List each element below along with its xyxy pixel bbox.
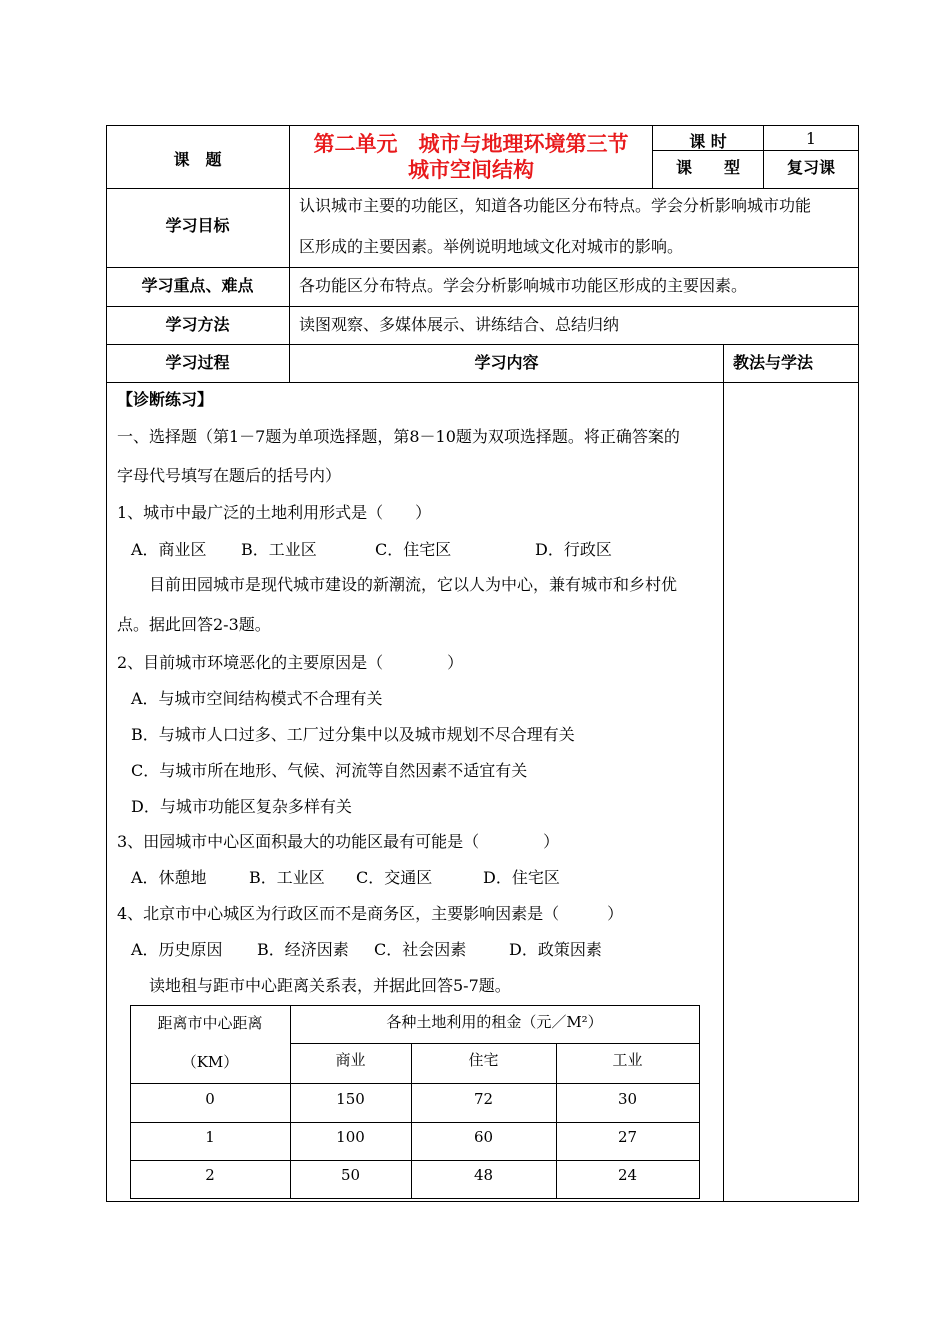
objectives-label: 学习目标 <box>165 216 230 235</box>
q3-option-c: C．交通区 <box>356 868 433 887</box>
q2-option-d: D．与城市功能区复杂多样有关 <box>131 797 352 816</box>
q2-option-a: A．与城市空间结构模式不合理有关 <box>131 689 383 708</box>
section-title: 【诊断练习】 <box>117 390 214 409</box>
hours-label: 课 时 <box>689 132 727 151</box>
rent-table-line <box>290 1043 700 1044</box>
question-2: 2、目前城市环境恶化的主要原因是（ ） <box>117 653 464 672</box>
table-cell: 48 <box>473 1166 494 1184</box>
column-residential: 住宅 <box>468 1051 499 1069</box>
q4-option-b: B．经济因素 <box>257 940 349 959</box>
rent-table-line <box>699 1005 700 1199</box>
objectives-text-line1: 认识城市主要的功能区，知道各功能区分布特点。学会分析影响城市功能 <box>299 196 812 215</box>
passage-line1: 目前田园城市是现代城市建设的新潮流，它以人为中心，兼有城市和乡村优 <box>149 575 678 594</box>
keypoints-text: 各功能区分布特点。学会分析影响城市功能区形成的主要因素。 <box>299 276 748 295</box>
row-divider <box>106 188 859 189</box>
table-cell: 1 <box>205 1128 215 1146</box>
type-value: 复习课 <box>786 158 835 177</box>
q1-option-d: D．行政区 <box>535 540 612 559</box>
content-label: 学习内容 <box>474 353 539 372</box>
lesson-title-line1: 第二单元 城市与地理环境第三节 <box>313 131 629 156</box>
methods-text: 读图观察、多媒体展示、讲练结合、总结归纳 <box>299 315 620 334</box>
row-divider <box>106 306 859 307</box>
column-commercial: 商业 <box>335 1051 366 1069</box>
table-cell: 100 <box>336 1128 365 1146</box>
instructions-line1: 一、选择题（第1－7题为单项选择题，第8－10题为双项选择题。将正确答案的 <box>117 427 680 446</box>
table-cell: 50 <box>340 1166 361 1184</box>
table-cell: 0 <box>205 1090 215 1108</box>
rent-table-line <box>130 1160 700 1161</box>
question-1: 1、城市中最广泛的土地利用形式是（ ） <box>117 503 432 522</box>
distance-header-line2: （KM） <box>181 1053 239 1071</box>
table-cell: 72 <box>473 1090 494 1108</box>
methods-label: 学习方法 <box>165 315 230 334</box>
keypoints-label: 学习重点、难点 <box>141 276 254 295</box>
row-divider <box>106 344 859 345</box>
q4-option-a: A．历史原因 <box>131 940 223 959</box>
table-border-top <box>106 125 859 126</box>
question-4: 4、北京市中心城区为行政区而不是商务区，主要影响因素是（ ） <box>117 904 624 923</box>
question-3: 3、田园城市中心区面积最大的功能区最有可能是（ ） <box>117 832 560 851</box>
q2-option-c: C．与城市所在地形、气候、河流等自然因素不适宜有关 <box>131 761 528 780</box>
table-cell: 2 <box>205 1166 215 1184</box>
teaching-label: 教法与学法 <box>733 353 814 372</box>
column-industrial: 工业 <box>612 1051 643 1069</box>
table-cell: 24 <box>617 1166 638 1184</box>
instructions-line2: 字母代号填写在题后的括号内） <box>117 466 342 485</box>
q1-option-c: C．住宅区 <box>375 540 452 559</box>
q3-option-d: D．住宅区 <box>483 868 560 887</box>
passage-line2: 点。据此回答2-3题。 <box>117 615 271 634</box>
topic-label: 课 题 <box>173 150 222 169</box>
q4-option-d: D．政策因素 <box>509 940 602 959</box>
q1-option-a: A．商业区 <box>131 540 207 559</box>
rent-header: 各种土地利用的租金（元／M²） <box>386 1013 603 1031</box>
table-cell: 30 <box>617 1090 638 1108</box>
process-label: 学习过程 <box>165 353 230 372</box>
rent-table-line <box>130 1122 700 1123</box>
objectives-text-line2: 区形成的主要因素。举例说明地域文化对城市的影响。 <box>299 237 684 256</box>
column-divider <box>723 344 724 1202</box>
rent-table-line <box>130 1198 700 1199</box>
q1-option-b: B．工业区 <box>241 540 317 559</box>
lesson-title-line2: 城市空间结构 <box>408 157 534 182</box>
row-divider <box>106 267 859 268</box>
table-border-right <box>858 125 859 1202</box>
q3-option-b: B．工业区 <box>249 868 325 887</box>
rent-table-line <box>130 1005 700 1006</box>
hours-value: 1 <box>805 129 817 148</box>
type-label: 课 型 <box>675 158 740 177</box>
table-border-bottom <box>106 1201 859 1202</box>
row-divider <box>106 382 859 383</box>
q2-option-b: B．与城市人口过多、工厂过分集中以及城市规划不尽合理有关 <box>131 725 575 744</box>
rent-table-line <box>130 1083 700 1084</box>
table-cell: 27 <box>617 1128 638 1146</box>
q4-option-c: C．社会因素 <box>374 940 467 959</box>
table-cell: 150 <box>336 1090 365 1108</box>
q3-option-a: A．休憩地 <box>131 868 207 887</box>
lesson-title <box>290 131 652 183</box>
table-intro: 读地租与距市中心距离关系表，并据此回答5-7题。 <box>149 976 511 995</box>
table-cell: 60 <box>473 1128 494 1146</box>
distance-header-line1: 距离市中心距离 <box>157 1014 263 1032</box>
